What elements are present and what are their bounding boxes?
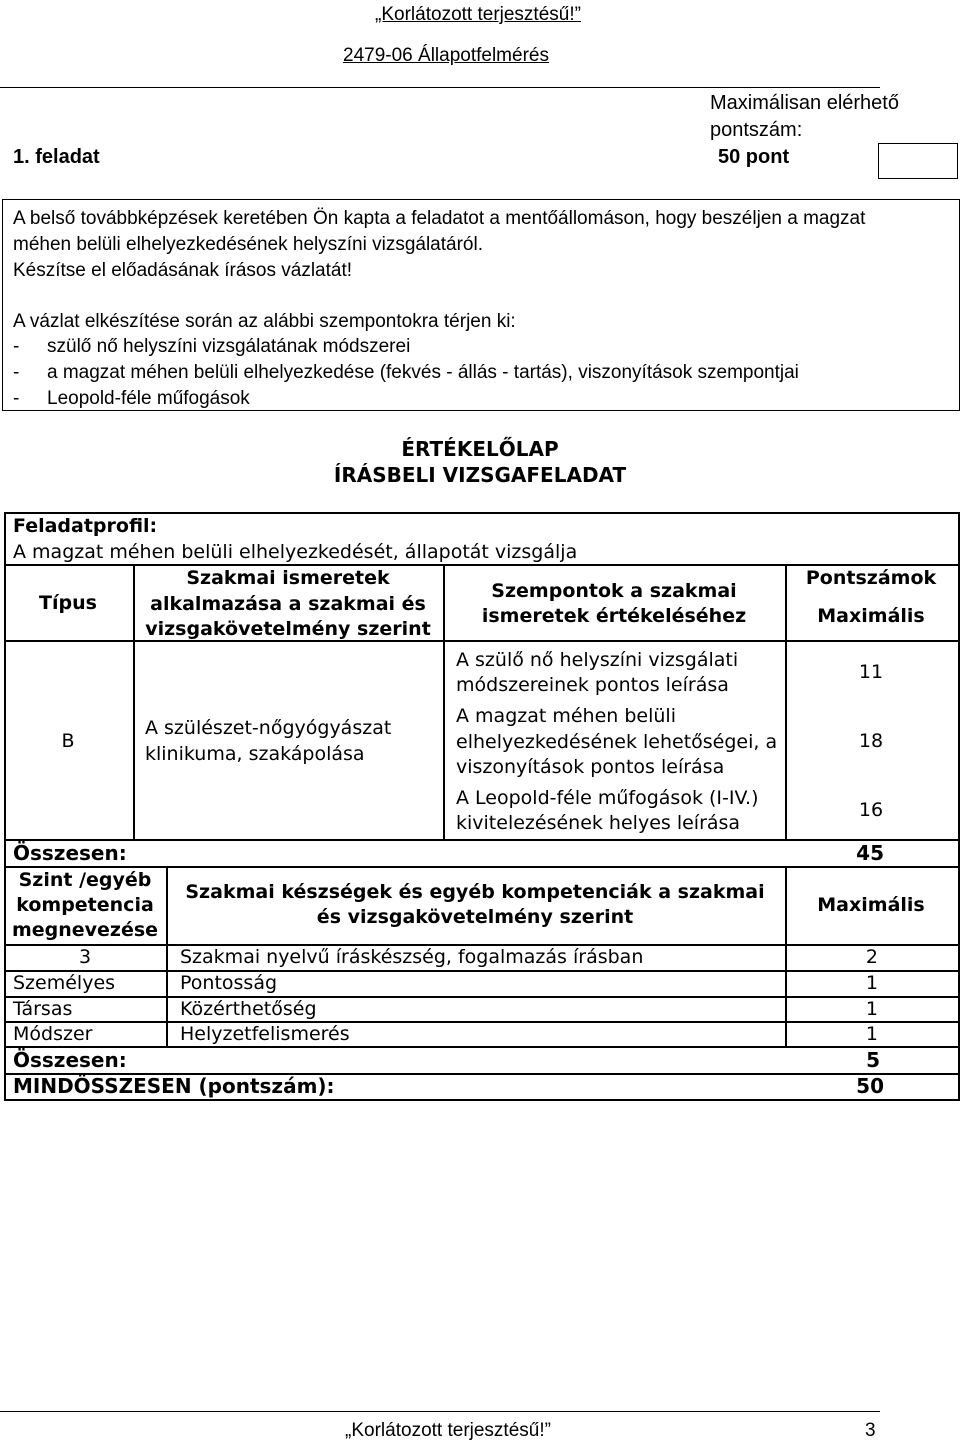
col-header-level-line2: kompetencia — [16, 894, 154, 916]
level-cell: Módszer — [13, 1023, 93, 1045]
header-restricted-notice: „Korlátozott terjesztésű!” — [375, 4, 581, 25]
col-header-knowledge-line3: vizsgakövetelmény szerint — [145, 618, 431, 640]
header-module-code: 2479-06 Állapotfelmérés — [343, 45, 549, 66]
criterion-points: 18 — [858, 730, 884, 752]
skill-points: 1 — [865, 998, 878, 1020]
bullet-dash: - — [13, 336, 20, 357]
subtotal-value: 5 — [866, 1048, 880, 1072]
skill-points: 1 — [865, 972, 878, 994]
max-points-label-line1: Maximálisan elérhető — [710, 92, 899, 114]
eval-exam-title: ÍRÁSBELI VIZSGAFELADAT — [333, 463, 627, 487]
col-header-knowledge-line2: alkalmazása a szakmai és — [150, 593, 426, 615]
level-cell: Társas — [13, 998, 73, 1020]
page-number: 3 — [865, 1420, 876, 1441]
max-points-label-line2: pontszám: — [710, 119, 803, 141]
col-header-level-line3: megnevezése — [11, 919, 159, 941]
subtotal-label: Összesen: — [13, 841, 127, 865]
skill-points: 1 — [865, 1023, 878, 1045]
col-header-max: Maximális — [817, 894, 925, 916]
task-intro-line1: A belső továbbképzések keretében Ön kapta a feladatot a mentőállomáson, hogy beszéljen a magzat — [13, 208, 866, 229]
header-divider — [0, 87, 880, 88]
skill-cell: Közérthetőség — [180, 998, 317, 1020]
col-header-skills-line2: és vizsgakövetelmény szerint — [316, 906, 634, 928]
col-header-skills-line1: Szakmai készségek és egyéb kompetenciák a szakmai — [185, 881, 765, 903]
skill-cell: Pontosság — [180, 972, 278, 994]
bullet-dash: - — [13, 388, 20, 409]
col-header-points: Pontszámok — [805, 567, 937, 589]
skill-cell: Szakmai nyelvű íráskészség, fogalmazás írásban — [180, 946, 644, 968]
footer-divider — [0, 1411, 880, 1412]
task-instruction: A vázlat elkészítése során az alábbi szempontokra térjen ki: — [13, 311, 516, 332]
task-bullet-2: a magzat méhen belüli elhelyezkedése (fekvés - állás - tartás), viszonyítások szempontjai — [47, 362, 799, 383]
knowledge-value-line2: klinikuma, szakápolása — [145, 743, 365, 765]
type-value: B — [61, 730, 75, 752]
grand-total-value: 50 — [856, 1074, 884, 1098]
profile-text: A magzat méhen belüli elhelyezkedését, állapotát vizsgálja — [13, 541, 578, 563]
level-cell: 3 — [78, 946, 92, 968]
criterion-text: elhelyezkedésének lehetőségei, a — [456, 731, 778, 753]
task-bullet-3: Leopold-féle műfogások — [47, 388, 250, 409]
skill-points: 2 — [865, 946, 878, 968]
criterion-points: 11 — [858, 661, 884, 683]
criterion-text: kivitelezésének helyes leírása — [456, 812, 741, 834]
subtotal-value: 45 — [856, 841, 884, 865]
score-box[interactable] — [878, 143, 958, 179]
criterion-text: A szülő nő helyszíni vizsgálati — [456, 649, 739, 671]
task-intro-line2: méhen belüli elhelyezkedésének helyszíni vizsgálatáról. — [13, 234, 483, 255]
knowledge-value-line1: A szülészet-nőgyógyászat — [145, 717, 392, 739]
col-header-criteria-line1: Szempontok a szakmai — [491, 580, 737, 602]
criterion-text: módszereinek pontos leírása — [456, 674, 729, 696]
col-header-max: Maximális — [817, 605, 925, 627]
task-intro-line3: Készítse el előadásának írásos vázlatát! — [13, 260, 353, 281]
subtotal-label: Összesen: — [13, 1048, 127, 1072]
max-points-value: 50 pont — [718, 146, 790, 168]
col-header-criteria-line2: ismeretek értékeléséhez — [481, 605, 747, 627]
col-header-level-line1: Szint /egyéb — [18, 869, 152, 891]
skill-cell: Helyzetfelismerés — [180, 1023, 350, 1045]
criterion-points: 16 — [858, 799, 884, 821]
bullet-dash: - — [13, 362, 20, 383]
task-bullet-1: szülő nő helyszíni vizsgálatának módszerei — [47, 336, 411, 357]
footer-restricted-notice: „Korlátozott terjesztésű!” — [345, 1420, 551, 1441]
level-cell: Személyes — [13, 972, 116, 994]
criterion-text: viszonyítások pontos leírása — [456, 756, 725, 778]
col-header-type: Típus — [39, 592, 97, 614]
grand-total-label: MINDÖSSZESEN (pontszám): — [13, 1074, 335, 1098]
profile-label: Feladatprofil: — [13, 515, 158, 537]
criterion-text: A magzat méhen belüli — [456, 705, 676, 727]
eval-sheet-title: ÉRTÉKELŐLAP — [401, 437, 559, 461]
criterion-text: A Leopold-féle műfogások (I-IV.) — [456, 787, 759, 809]
col-header-knowledge-line1: Szakmai ismeretek — [186, 567, 390, 589]
task-title: 1. feladat — [13, 146, 100, 168]
